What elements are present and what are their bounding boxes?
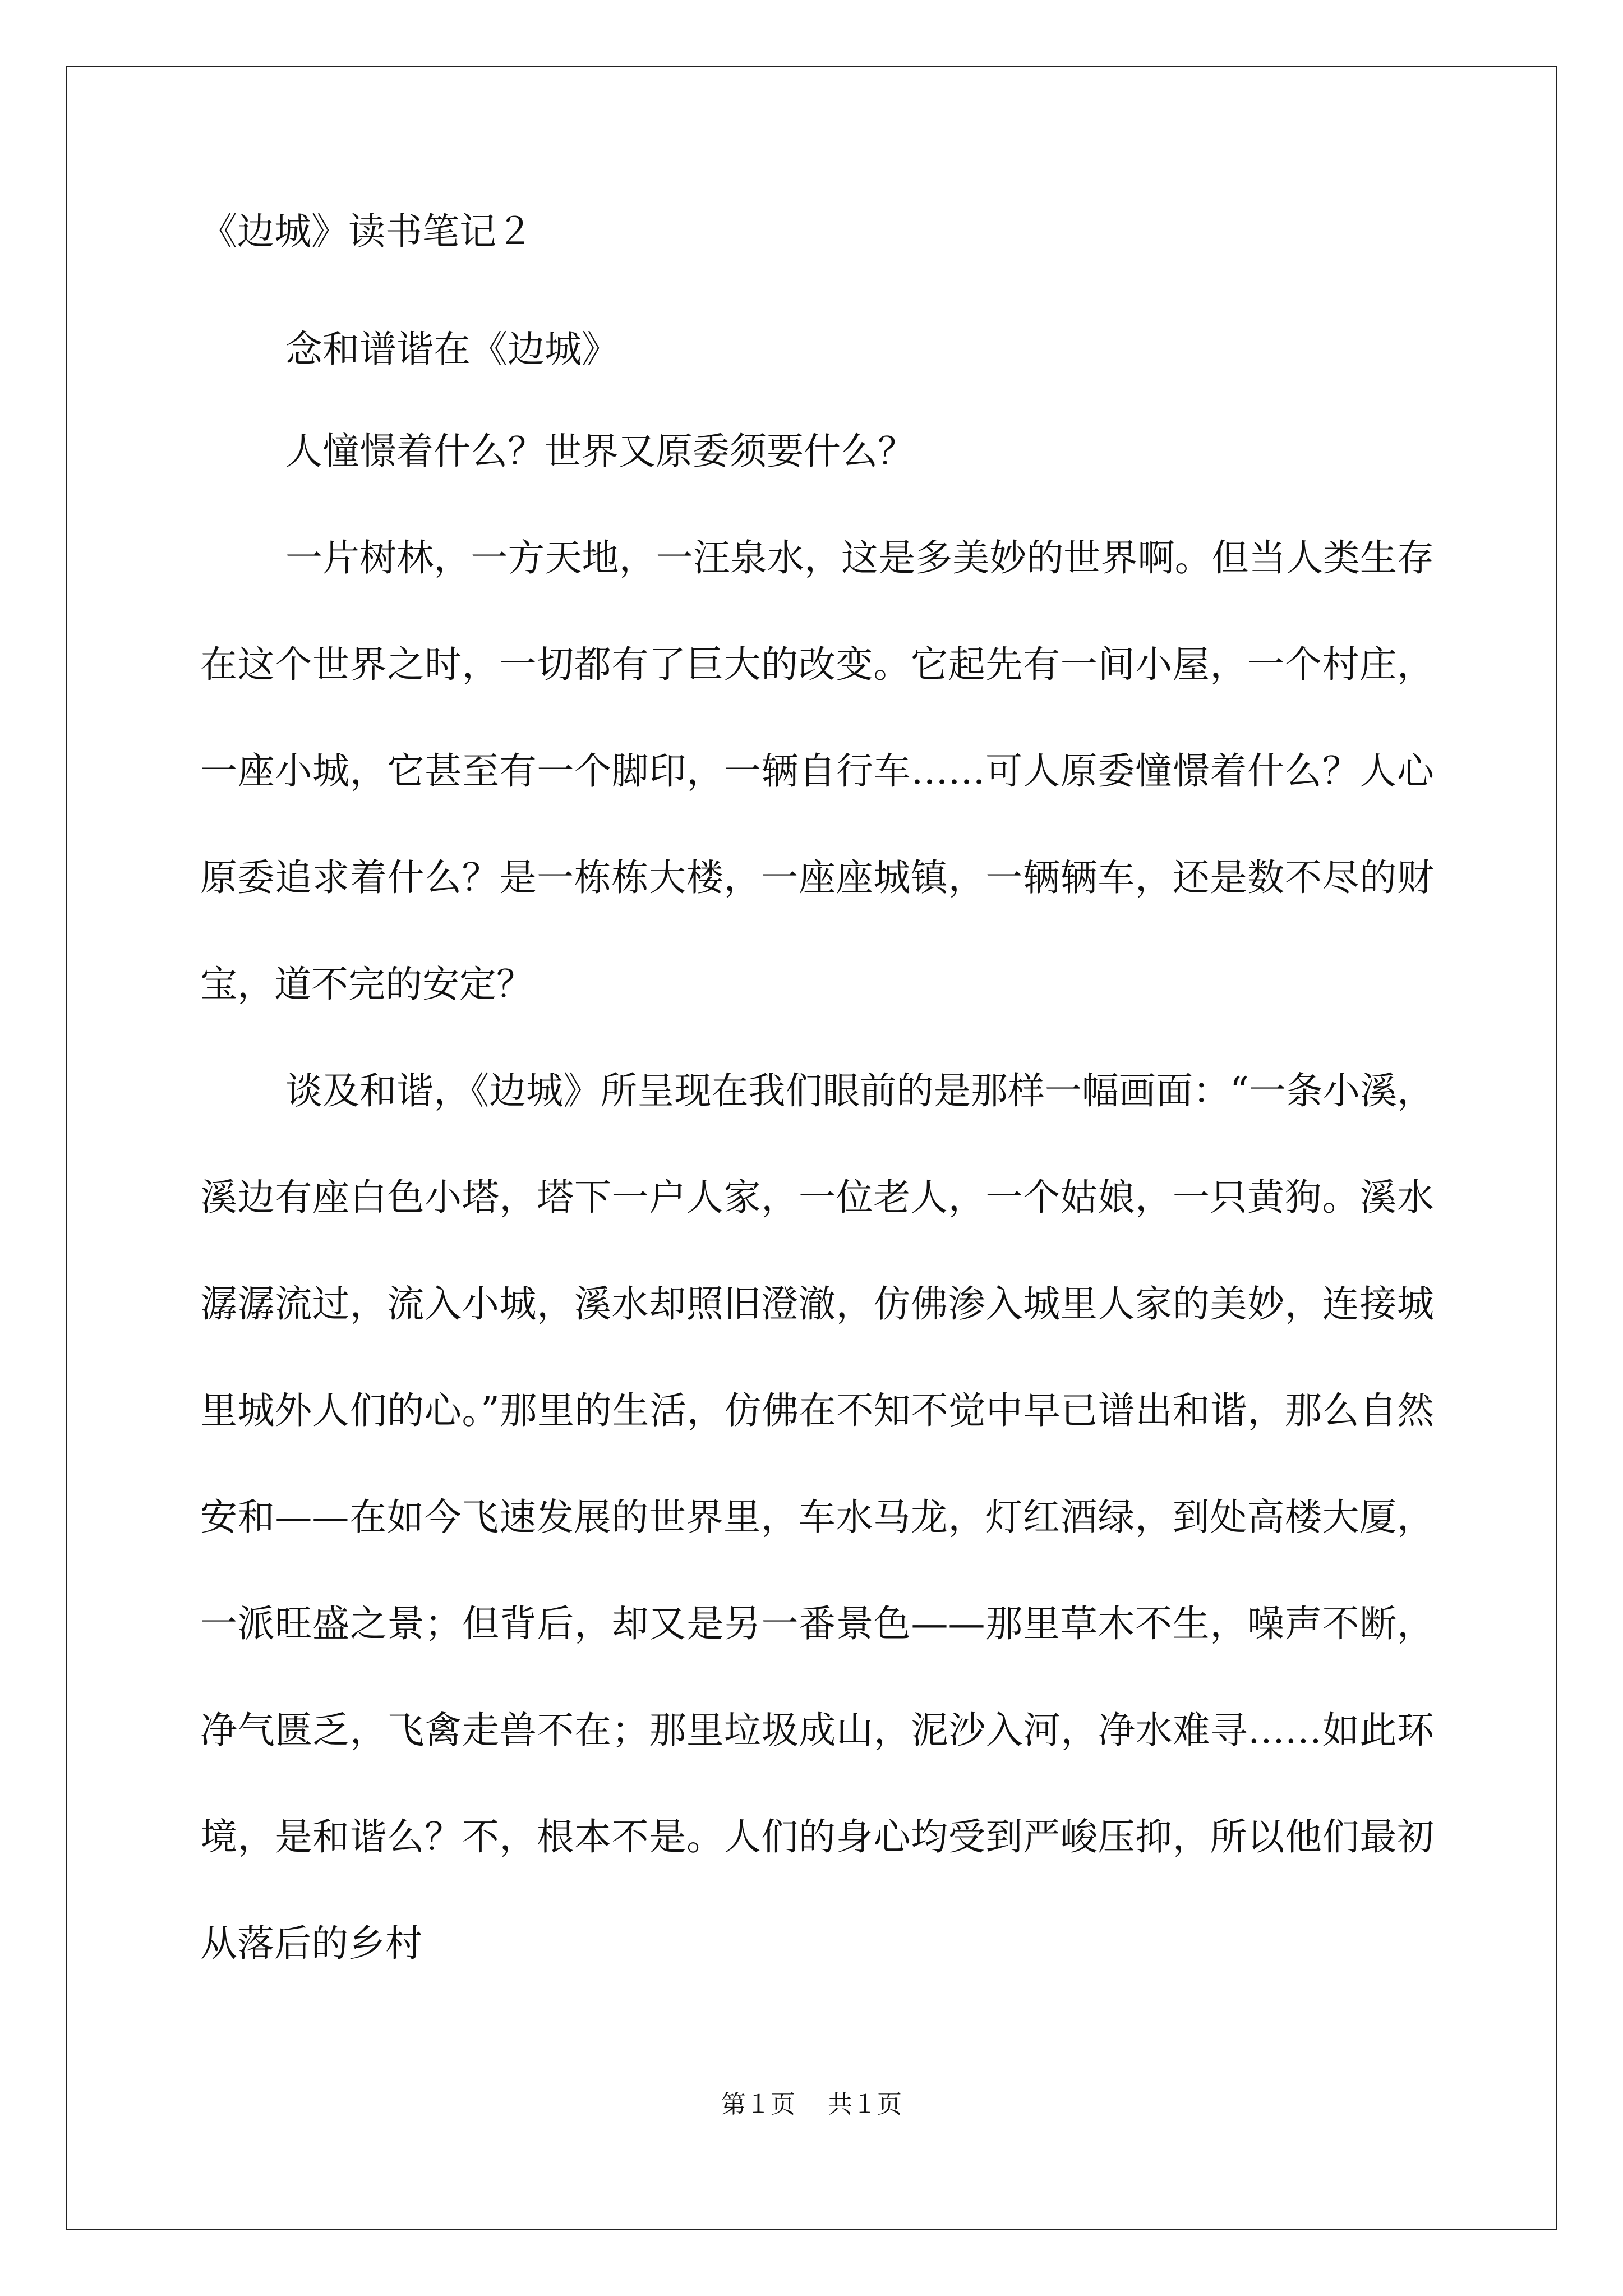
document-title: 《边城》读书笔记２ — [200, 210, 533, 253]
page-footer: 第１页 共１页 — [721, 2090, 902, 2119]
paragraph-subtitle: 念和谱谐在《边城》 — [285, 328, 619, 371]
paragraph-question: 人憧憬着什么？世界又原委须要什么？ — [285, 430, 915, 473]
paragraph-harmony: 谈及和谐，《边城》所呈现在我们眼前的是那样一幅画面：“一条小溪，溪边有座白色小塔，塔下一户人家，一位老人，一个姑娘，一只黄狗。溪水潺潺流过，流入小城，溪水却照旧澄澈，仿佛渗入城里人家的美妙，连接城里城外人们的心。”那里的生活，仿佛在不知不觉中早已谱出和谐，那么自然安和——在如今飞速发展的世界里，车水马龙，灯红酒绿，到处高楼大厦，一派旺盛之景；但背后，却又是另一番景色——那里草木不生，噪声不断，净气匮乏，飞禽走兽不在；那里垃圾成山，泥沙入河，净水难寻……如此环境，是和谐么？不，根本不是。人们的身心均受到严峻压抑，所以他们最初从落后的乡村 — [200, 1069, 1434, 1965]
document-body — [200, 210, 1434, 1997]
paragraph-world: 一片树林，一方天地，一汪泉水，这是多美妙的世界啊。但当人类生存在这个世界之时，一切都有了巨大的改变。它起先有一间小屋，一个村庄，一座小城，它甚至有一个脚印，一辆自行车……可人原委憧憬着什么？人心原委追求着什么？是一栋栋大楼，一座座城镇，一辆辆车，还是数不尽的财宝，道不完的安定？ — [200, 536, 1434, 1006]
